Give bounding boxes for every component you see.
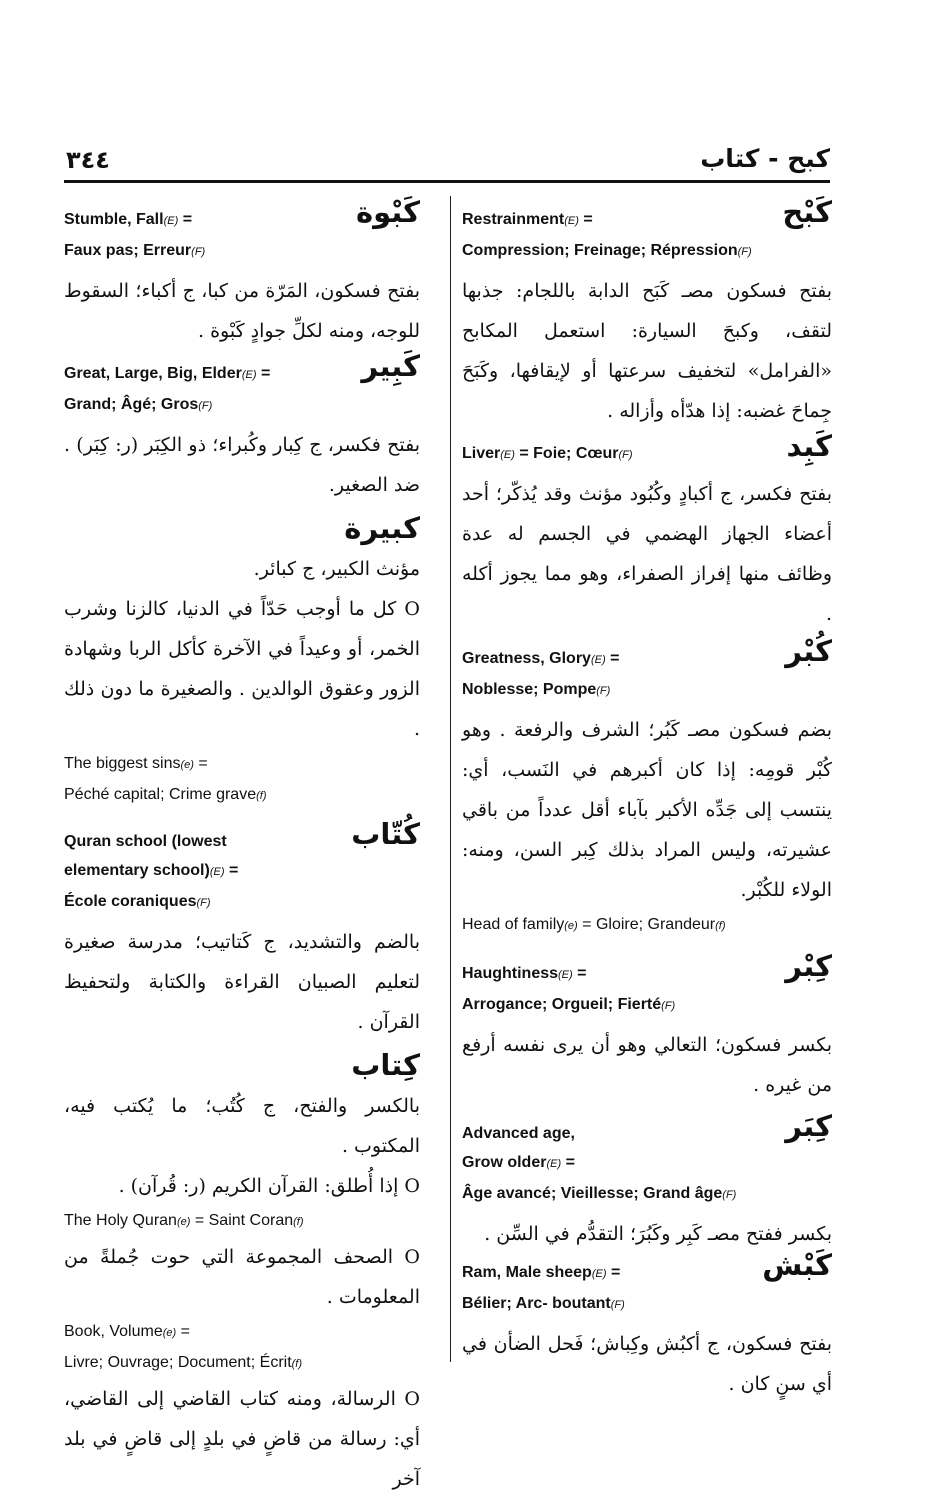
english-gloss: Stumble, Fall(E) = [64,211,193,228]
definition-sense: O الرسالة، ومنه كتاب القاضي إلى القاضي، أي: رسالة من قاضٍ في بلدٍ إلى قاضٍ في بلد آخر [64,1388,420,1490]
definition: بفتح فسكون، ج أكبُش وكِباش؛ فَحل الضأن في أي سنٍ كان . [462,1333,832,1395]
headword: كِتاب [351,1048,420,1082]
french-gloss: Compression; Freinage; Répression(F) [462,242,752,259]
column-divider [450,196,451,1362]
entry-kabira [64,511,420,811]
definition: بكسر ففتح مصـ كَبِر وكَبُرَ؛ التقدُّم في السِّن . [484,1223,832,1245]
definition: بفتح فسكون، المَرّة من كبا، ج أكباء؛ السقوط للوجه، ومنه لكلِّ جوادٍ كَبْوة . [64,280,420,342]
english-gloss: Ram, Male sheep(E) = [462,1264,621,1281]
definition: بكسر فسكون؛ التعالي وهو أن يرى نفسه أرفع من غيره . [462,1034,832,1096]
french-gloss: Bélier; Arc- boutant(F) [462,1295,625,1312]
french-gloss: Grand; Âgé; Gros(F) [64,396,213,413]
entry-kabsh [462,1248,832,1404]
headword: كبيرة [344,511,420,545]
french-gloss: Péché capital; Crime grave(f) [64,786,267,803]
entry-kibr [462,949,832,1105]
entry-kubr [462,634,832,941]
headword: كَبِير [361,349,420,383]
english-gloss: Head of family(e) = Gloire; Grandeur(f) [462,916,726,933]
english-gloss: Greatness, Glory(E) = [462,650,620,667]
english-gloss-cont: Grow older(E) = [462,1154,575,1171]
entry-kabh [462,195,832,431]
definition: بضم فسكون مصـ كَبُر؛ الشرف والرفعة . وهو كُبْر قومِه: إذا كان أكبرهم في النَسب، أي: ينتسب إلى جَدِّه الأكبر بآباء أقل عدداً من باقي عشيرته، وليس المراد بذلك كِبر السن، ومنه: الولاء للكُبْر. [462,719,832,901]
headword: كَبْوة [355,195,420,229]
entry-kuttab [64,817,420,1042]
header-rule [64,180,830,183]
definition-sense: O إذا أُطلق: القرآن الكريم (ر: قُرآن) . [118,1175,420,1197]
english-gloss: Restrainment(E) = [462,211,593,228]
english-gloss: Book, Volume(e) = [64,1323,190,1340]
headword: كِبْر [785,949,832,983]
english-gloss: The biggest sins(e) = [64,755,208,772]
english-gloss: Quran school (lowest [64,833,227,850]
headword: كُبْر [785,634,832,668]
entry-kitab [64,1048,420,1499]
entry-kabir [64,349,420,505]
english-gloss: Haughtiness(E) = [462,965,587,982]
definition: بالضم والتشديد، ج كَتاتيب؛ مدرسة صغيرة لتعليم الصبيان القراءة والكتابة ولتحفيظ القرآن . [64,931,420,1033]
definition: بفتح فسكون مصـ كَبَح الدابة باللجام: جذبها لتقف، وكبحَ السيارة: استعمل المكابح «الفرامل» لتخفيف سرعتها أو لإيقافها، وكَبَحَ جِماحَ غضبه: إذا هدّأه وأزاله . [462,280,832,422]
headword: كُتّاب [351,817,420,851]
definition: بفتح فكسر، ج أكبادٍ وكُبُود مؤنث وقد يُذكّر؛ أحد أعضاء الجهاز الهضمي في الجسم له عدة وظائف منها إفراز الصفراء، وهو مما يجوز أكله . [462,483,832,625]
definition: مؤنث الكبير، ج كبائر. [253,558,420,580]
english-gloss-cont: elementary school)(E) = [64,862,239,879]
english-gloss: The Holy Quran(e) = Saint Coran(f) [64,1212,304,1229]
english-gloss: Great, Large, Big, Elder(E) = [64,365,271,382]
headword: كَبِد [786,429,832,463]
page-header [64,140,830,180]
right-column [462,195,832,1404]
french-gloss: Faux pas; Erreur(F) [64,242,206,259]
headword: كَبْش [762,1248,832,1282]
page-number: ٣٤٤ [66,146,110,174]
french-gloss: Livre; Ouvrage; Document; Écrit(f) [64,1354,303,1371]
entry-kibar [462,1109,832,1254]
french-gloss: Noblesse; Pompe(F) [462,681,611,698]
entry-kabid [462,429,832,634]
english-gloss: Advanced age, [462,1125,575,1142]
running-head: كبح - كتاب [700,144,830,173]
headword: كَبْح [782,195,832,229]
definition: بفتح فكسر، ج كِبار وكُبراء؛ ذو الكِبَر (ر: كِبَر) . ضد الصغير. [64,434,420,496]
french-gloss: Âge avancé; Vieillesse; Grand âge(F) [462,1185,737,1202]
definition-sense: O كل ما أوجب حَدّاً في الدنيا، كالزنا وشرب الخمر، أو وعيداً في الآخرة كأكل الربا وشهادة الزور وعقوق الوالدين . والصغيرة ما دون ذلك . [64,598,420,740]
definition: بالكسر والفتح، ج كُتُب؛ ما يُكتب فيه، المكتوب . [64,1095,420,1157]
entry-kabwa [64,195,420,351]
gloss: Liver(E) = Foie; Cœur(F) [462,445,633,462]
french-gloss: Arrogance; Orgueil; Fierté(F) [462,996,676,1013]
french-gloss: École coraniques(F) [64,893,211,910]
definition-sense: O الصحف المجموعة التي حوت جُملةً من المعلومات . [64,1246,420,1308]
left-column [64,195,420,1499]
headword: كِبَر [785,1109,832,1143]
